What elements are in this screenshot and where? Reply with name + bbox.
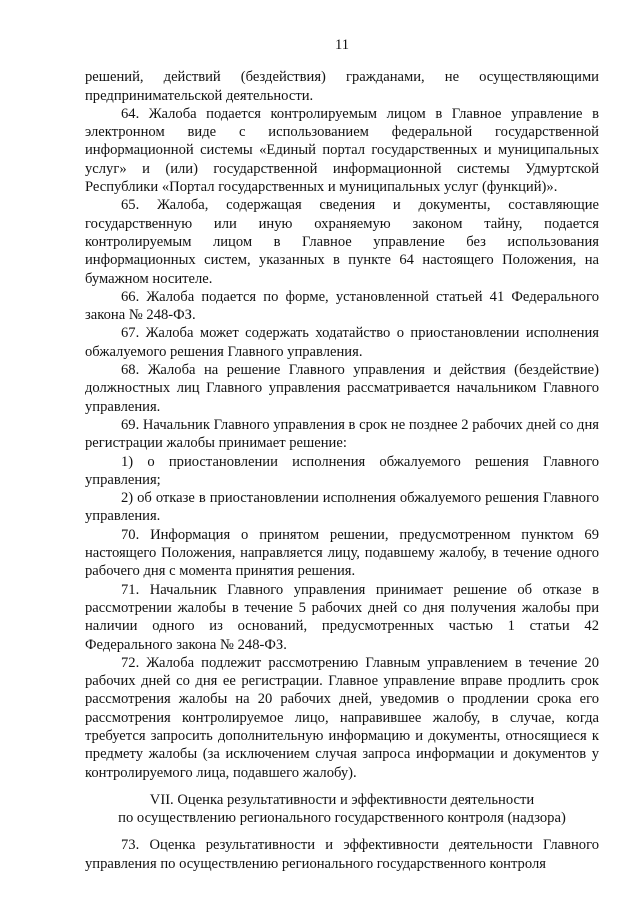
paragraph: 2) об отказе в приостановлении исполнения обжалуемого решения Главного управления. (85, 490, 599, 525)
paragraph: 73. Оценка результативности и эффективности деятельности Главного управления по осуществлению регионального государственного контроля (85, 837, 599, 872)
paragraph: 64. Жалоба подается контролируемым лицом в Главное управление в электронном виде с использованием федеральной государственной информационной системы «Единый портал государственных и муниципальных услуг» и (или) государственной информационной системы Удмуртской Республики «Портал государственных и муниципальных услуг (функций)». (85, 105, 599, 196)
paragraph: 68. Жалоба на решение Главного управления и действия (бездействие) должностных лиц Главного управления рассматривается начальником Главного управления. (85, 362, 599, 415)
paragraph: 72. Жалоба подлежит рассмотрению Главным управлением в течение 20 рабочих дней со дня ее регистрации. Главное управление вправе продлить срок рассмотрения жалобы на 20 рабочих дней, уведомив о продлении срока его рассмотрения контролируемое лицо, направившее жалобу, в случае, когда требуется запросить дополнительную информацию и документы, относящиеся к предмету жалобы (за исключением случая запроса информации и документов у контролируемого лица, подавшего жалобу). (85, 654, 599, 781)
paragraph: решений, действий (бездействия) гражданами, не осуществляющими предпринимательской деятельности. (85, 69, 599, 104)
paragraph: 69. Начальник Главного управления в срок не позднее 2 рабочих дней со дня регистрации жалобы принимает решение: (85, 416, 599, 452)
paragraph: 1) о приостановлении исполнения обжалуемого решения Главного управления; (85, 453, 599, 488)
section-heading-line: по осуществлению регионального государственного контроля (надзора) (118, 810, 566, 827)
paragraph: 65. Жалоба, содержащая сведения и документы, составляющие государственную или иную охраняемую законом тайну, подается контролируемым лицом в Главное управление без использования информационных систем, указанных в пункте 64 настоящего Положения, на бумажном носителе. (85, 197, 599, 287)
paragraph: 71. Начальник Главного управления принимает решение об отказе в рассмотрении жалобы в течение 5 рабочих дней со дня получения жалобы при наличии одного из оснований, предусмотренных частью 1 статьи 42 Федерального закона № 248-ФЗ. (85, 581, 599, 653)
section-heading (85, 791, 599, 828)
paragraph: 67. Жалоба может содержать ходатайство о приостановлении исполнения обжалуемого решения Главного управления. (85, 325, 599, 360)
paragraph: 66. Жалоба подается по форме, установленной статьей 41 Федерального закона № 248-ФЗ. (85, 288, 599, 324)
page-number: 11 (334, 37, 350, 53)
paragraph: 70. Информация о принятом решении, предусмотренном пунктом 69 настоящего Положения, направляется лицу, подавшему жалобу, в течение одного рабочего дня с момента принятия решения. (85, 526, 599, 580)
body-text (85, 68, 599, 782)
document-page (85, 36, 599, 873)
section-heading-line: VII. Оценка результативности и эффективности деятельности (149, 791, 535, 808)
